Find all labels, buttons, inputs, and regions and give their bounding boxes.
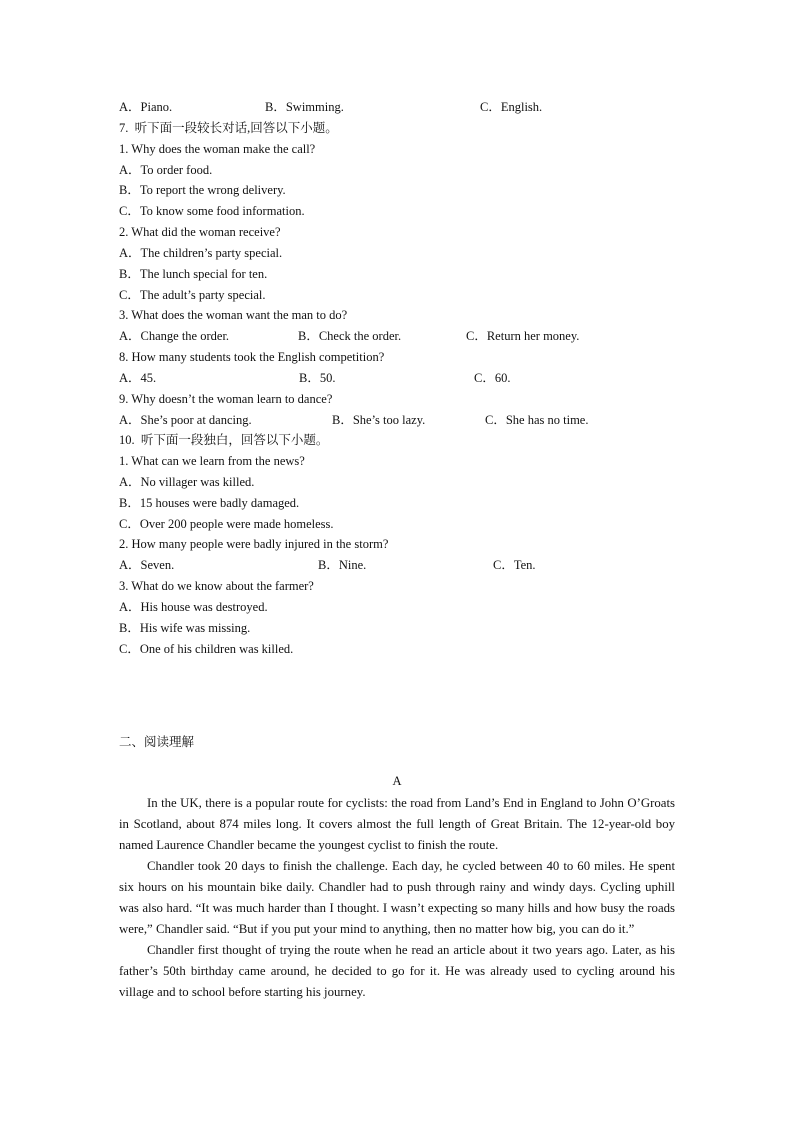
q6-option-b: B．Swimming. xyxy=(265,100,344,114)
q10-sub1-question: 1. What can we learn from the news? xyxy=(119,454,305,468)
q10-sub3-option-b: B．His wife was missing. xyxy=(119,621,251,635)
passage-body xyxy=(119,793,675,1003)
q10-sub3-option-c: C．One of his children was killed. xyxy=(119,642,294,656)
passage-title: A xyxy=(392,774,402,788)
q6-option-c: C．English. xyxy=(480,100,543,114)
passage-paragraph-2: Chandler took 20 days to finish the challenge. Each day, he cycled between 40 to 60 miles. He spent six hours on his mountain bike daily. Chandler had to push through rainy and windy days. Cycling uphill was also hard. “It was much harder than I thought. I wasn’t expecting so many hills and how busy the roads were,” Chandler said. “But if you put your mind to anything, then no matter how big, you can do it.” xyxy=(119,859,675,936)
q7-sub2-option-b: B．The lunch special for ten. xyxy=(119,267,268,281)
q7-sub3-option-b: B．Check the order. xyxy=(298,329,402,343)
q7-intro: 7. 听下面一段较长对话,回答以下小题。 xyxy=(119,121,338,135)
q7-sub2-question: 2. What did the woman receive? xyxy=(119,225,281,239)
q9-option-a: A．She’s poor at dancing. xyxy=(119,413,252,427)
q7-sub2-option-c: C．The adult’s party special. xyxy=(119,288,266,302)
passage-paragraph-3: Chandler first thought of trying the route when he read an article about it two years ago. Later, as his father’s 50th birthday came around, he decided to go for it. He was already used to cycling around his village and to school before starting his journey. xyxy=(119,943,675,999)
q6-options xyxy=(119,99,679,115)
q8-option-b: B．50. xyxy=(299,371,336,385)
q10-sub2-option-b: B．Nine. xyxy=(318,558,367,572)
q7-sub3-options xyxy=(119,328,679,344)
q10-sub3-question: 3. What do we know about the farmer? xyxy=(119,579,314,593)
q10-sub2-option-c: C．Ten. xyxy=(493,558,536,572)
q9-question: 9. Why doesn’t the woman learn to dance? xyxy=(119,392,333,406)
q7-sub1-option-a: A．To order food. xyxy=(119,163,213,177)
q9-option-c: C．She has no time. xyxy=(485,413,589,427)
q7-sub2-option-a: A．The children’s party special. xyxy=(119,246,283,260)
q10-sub2-option-a: A．Seven. xyxy=(119,558,175,572)
q7-sub1-option-b: B．To report the wrong delivery. xyxy=(119,183,286,197)
q8-options xyxy=(119,370,679,386)
section-title: 二、阅读理解 xyxy=(119,735,195,749)
q10-sub1-option-b: B．15 houses were badly damaged. xyxy=(119,496,300,510)
passage-paragraph-1: In the UK, there is a popular route for cyclists: the road from Land’s End in England to John O’Groats in Scotland, about 874 miles long. It covers almost the full length of Great Britain. The 12-year-old boy named Laurence Chandler became the youngest cyclist to finish the route. xyxy=(119,796,675,852)
q7-sub3-option-c: C．Return her money. xyxy=(466,329,580,343)
q7-sub1-option-c: C．To know some food information. xyxy=(119,204,305,218)
q10-intro: 10. 听下面一段独白，回答以下小题。 xyxy=(119,433,329,447)
q10-sub1-option-a: A．No villager was killed. xyxy=(119,475,255,489)
q10-sub1-option-c: C．Over 200 people were made homeless. xyxy=(119,517,334,531)
q9-options xyxy=(119,412,679,428)
q10-sub3-option-a: A．His house was destroyed. xyxy=(119,600,268,614)
q10-sub2-options xyxy=(119,557,679,573)
q10-sub2-question: 2. How many people were badly injured in the storm? xyxy=(119,537,389,551)
q8-option-a: A．45. xyxy=(119,371,157,385)
q6-option-a: A．Piano. xyxy=(119,100,173,114)
q7-sub3-question: 3. What does the woman want the man to do? xyxy=(119,308,348,322)
q8-option-c: C．60. xyxy=(474,371,511,385)
q7-sub1-question: 1. Why does the woman make the call? xyxy=(119,142,316,156)
q7-sub3-option-a: A．Change the order. xyxy=(119,329,230,343)
q8-question: 8. How many students took the English competition? xyxy=(119,350,385,364)
q9-option-b: B．She’s too lazy. xyxy=(332,413,426,427)
